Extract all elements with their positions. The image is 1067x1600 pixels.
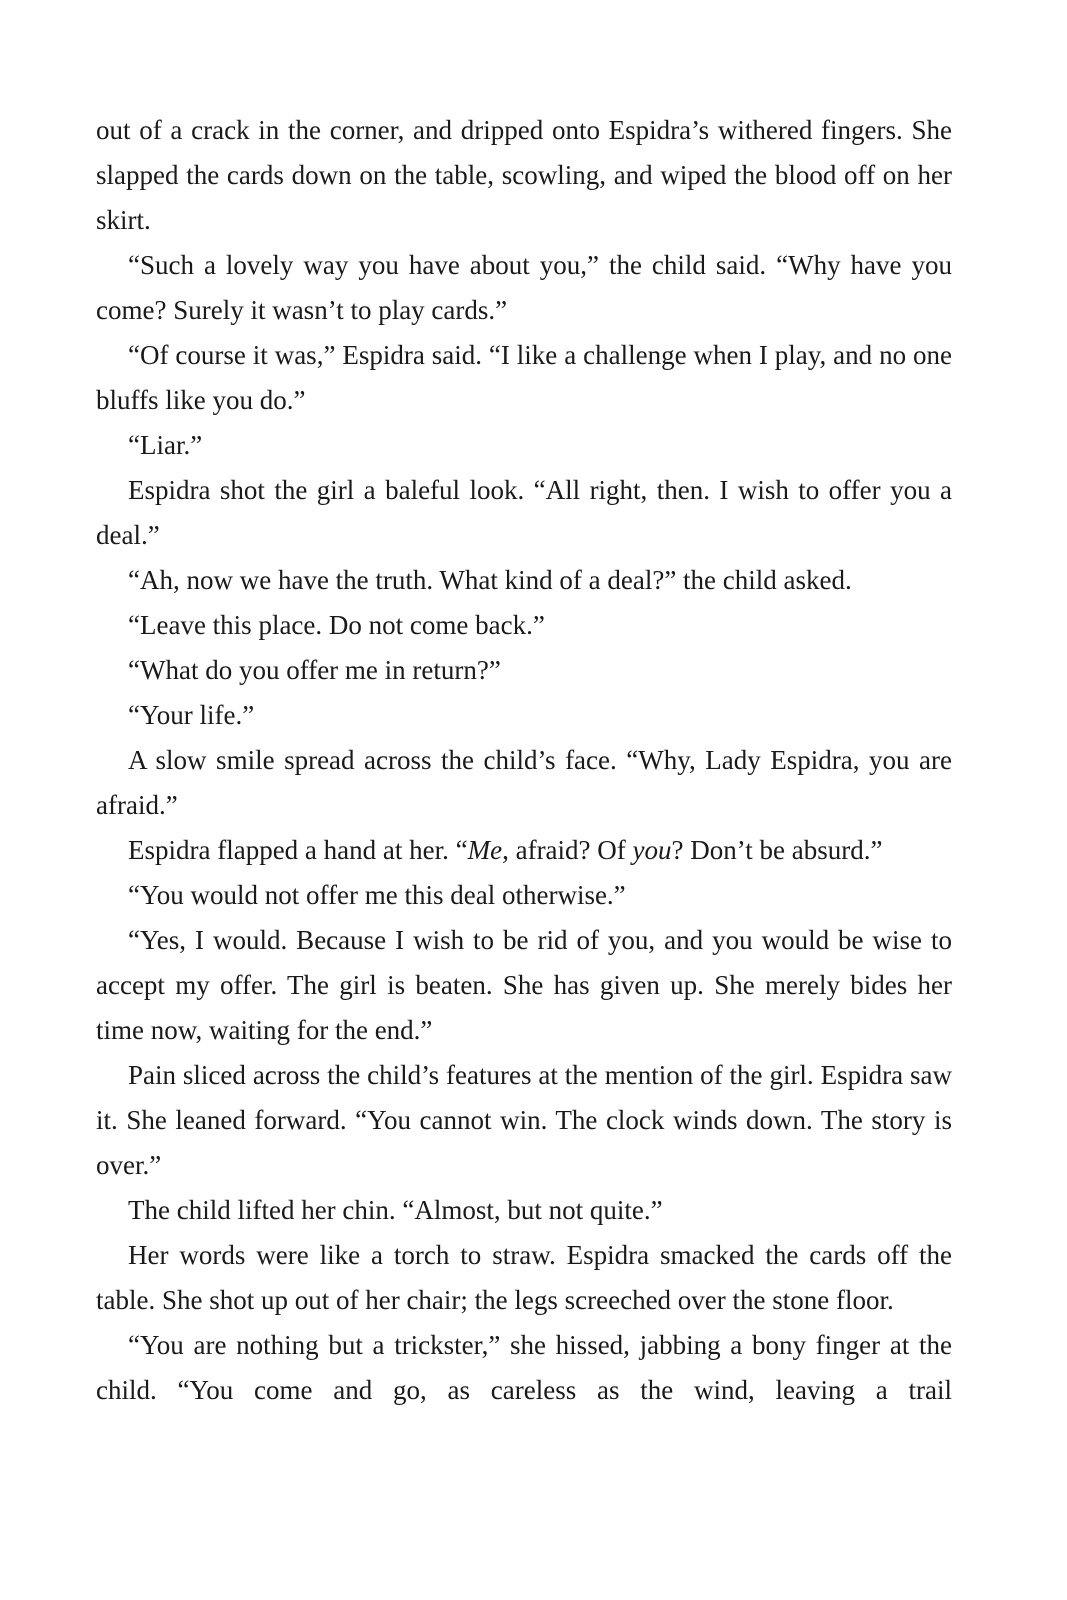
paragraph: [96, 693, 952, 738]
emphasized-text: Me: [467, 835, 503, 865]
paragraph: [96, 603, 952, 648]
paragraph-text: “Your life.”: [128, 700, 255, 730]
paragraph: [96, 873, 952, 918]
paragraph-text: Her words were like a torch to straw. Espidra smacked the cards off the table. She shot up out of her chair; the legs screeched over the stone floor.: [96, 1240, 952, 1315]
paragraph: [96, 1188, 952, 1233]
paragraph: [96, 1053, 952, 1188]
paragraph: [96, 648, 952, 693]
paragraph-text: , afraid? Of: [502, 835, 633, 865]
paragraph-text: “Ah, now we have the truth. What kind of a deal?” the child asked.: [128, 565, 852, 595]
paragraph-text: “Such a lovely way you have about you,” the child said. “Why have you come? Surely it wasn’t to play cards.”: [96, 250, 952, 325]
paragraph-text: “You would not offer me this deal otherwise.”: [128, 880, 626, 910]
paragraph-text: Espidra flapped a hand at her. “: [128, 835, 468, 865]
paragraph: [96, 423, 952, 468]
paragraph-text: “You are nothing but a trickster,” she hissed, jabbing a bony finger at the child. “You come and go, as careless as the wind, leaving a trail: [96, 1330, 952, 1405]
paragraph: [96, 558, 952, 603]
paragraph: [96, 1233, 952, 1323]
paragraph-text: Espidra shot the girl a baleful look. “All right, then. I wish to offer you a deal.”: [96, 475, 952, 550]
paragraph: [96, 108, 952, 243]
paragraph-text: “Yes, I would. Because I wish to be rid of you, and you would be wise to accept my offer. The girl is beaten. She has given up. She merely bides her time now, waiting for the end.”: [96, 925, 952, 1045]
paragraph: [96, 468, 952, 558]
paragraph-text: Pain sliced across the child’s features at the mention of the girl. Espidra saw it. She leaned forward. “You cannot win. The clock winds down. The story is over.”: [96, 1060, 952, 1180]
emphasized-text: you: [632, 835, 672, 865]
paragraph-text: “Leave this place. Do not come back.”: [128, 610, 545, 640]
paragraph-text: ? Don’t be absurd.”: [671, 835, 883, 865]
paragraph: [96, 1323, 952, 1413]
paragraph-text: out of a crack in the corner, and dripped onto Espidra’s withered fingers. She slapped the cards down on the table, scowling, and wiped the blood off on her skirt.: [96, 115, 952, 235]
paragraph-text: “What do you offer me in return?”: [128, 655, 501, 685]
paragraph: [96, 333, 952, 423]
paragraph-text: “Of course it was,” Espidra said. “I like a challenge when I play, and no one bluffs like you do.”: [96, 340, 952, 415]
book-page: [96, 108, 952, 1413]
paragraph: [96, 828, 952, 873]
paragraph-text: A slow smile spread across the child’s face. “Why, Lady Espidra, you are afraid.”: [96, 745, 952, 820]
paragraph: [96, 918, 952, 1053]
paragraph: [96, 738, 952, 828]
paragraph: [96, 243, 952, 333]
paragraph-text: The child lifted her chin. “Almost, but not quite.”: [128, 1195, 663, 1225]
paragraph-text: “Liar.”: [128, 430, 203, 460]
